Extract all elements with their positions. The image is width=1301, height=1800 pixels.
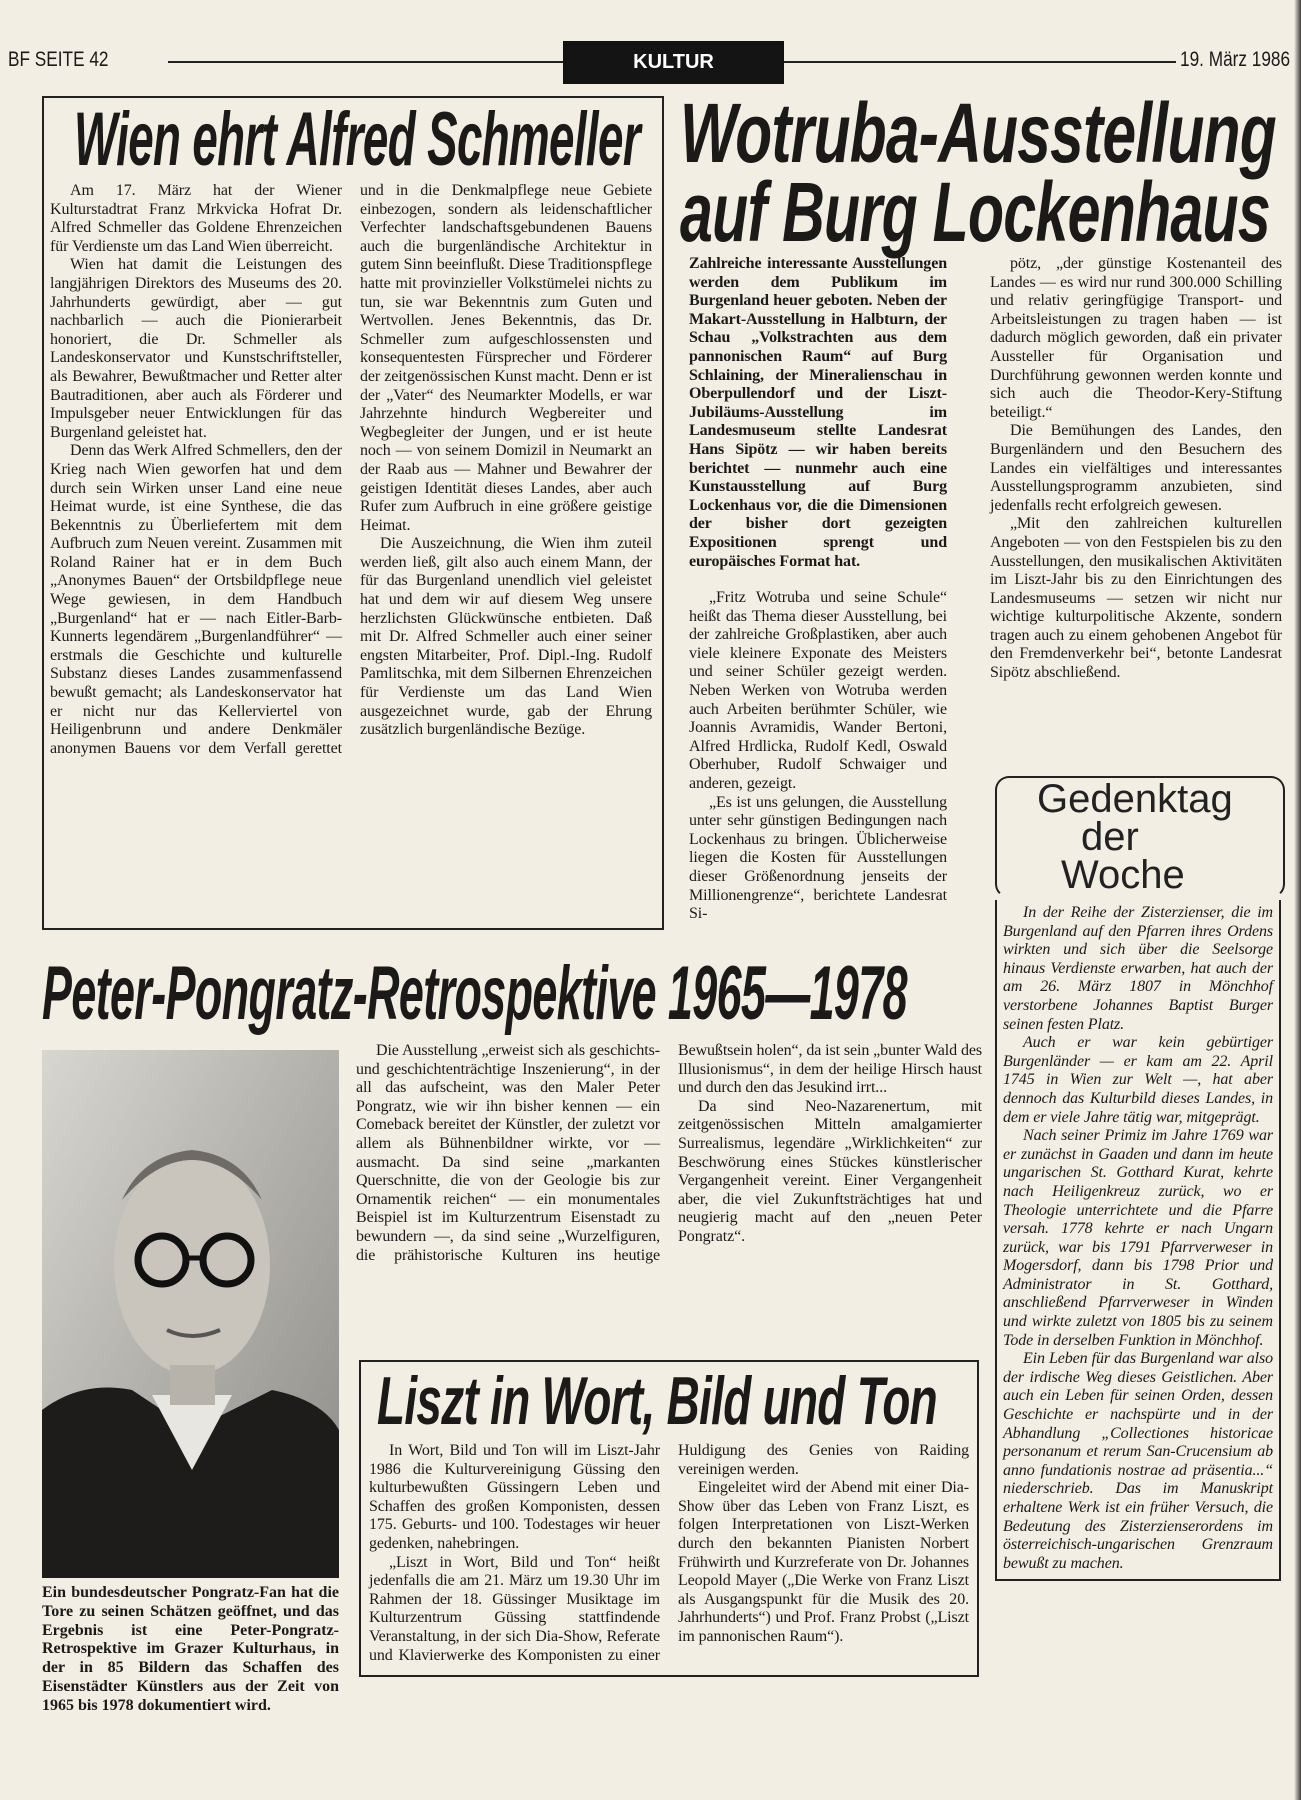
gedenktag-title-area [995, 776, 1295, 900]
paragraph: „Mit den zahlreichen kulturellen Angeboten — von den Festspielen bis zu den Ausstellungen, den musikalischen Aktivitäten im Liszt-Jahr bis zu den Einrichtungen des Landesmuseums — setzen wir nicht nur wichtige kulturpolitische Akzente, sondern tragen auch zu einem gehobenen Angebot für den Fremdenverkehr bei“, betonte Landesrat Sipötz abschließend. [990, 515, 1282, 682]
gedenktag-title-2: der [1081, 815, 1139, 859]
lead-paragraph: Zahlreiche interessante Ausstellungen werden dem Publikum im Burgenland heuer geboten. Neben der Makart-Ausstellung in Halbturn, der Schau „Volkstrachten aus dem pannonischen Raum“ auf Burg Schlaining, der Mineralienschau in Oberpullendorf und der Liszt-Jubiläums-Ausstellung im Landesmuseum stellte Landesrat Hans Sipötz — wir haben bereits berichtet — nunmehr auch eine Kunstausstellung auf Burg Lockenhaus vor, die die Dimensionen der bisher dort gezeigten Expositionen sprengt und europäisches Format hat. [689, 255, 947, 570]
article-wien-body [50, 182, 652, 758]
article-liszt-body [369, 1442, 969, 1665]
paragraph: „Fritz Wotruba und seine Schule“ heißt das Thema dieser Ausstellung, bei der zahlreiche Großplastiken, aber auch viele kleinere Exponate des Meisters und seiner Schüler gezeigt werden. Neben Werken von Wotruba werden auch Arbeiten berühmter Schüler, wie Joannis Avramidis, Wander Bertoni, Alfred Hrdlicka, Rudolf Kedl, Oswald Oberhuber, Rudolf Schwaiger und anderen, gezeigt. [689, 589, 947, 793]
section-label: KULTUR [563, 41, 784, 84]
paragraph: Die Ausstellung „erweist sich als geschichts- und geschichtenträchtige Inszenierung“, in der all das aufscheint, was den Maler Peter Pongratz, wie wir ihn bisher kennen — ein Comeback bereitet der Künstler, der zuletzt vor allem als Bühnenbildner wirkte, vor — ausmacht. Da sind seine „markanten Querschnitte, die von der Geologie bis zur Ornamentik reichen“ — ein monumentales Beispiel ist im Kulturzentrum Eisenstadt zu bewundern —, da sind seine „Wurzelfiguren, die prähistorische Kulturen ins heutige Bewußtsein holen“, da ist sein „bunter Wald des Illusionismus“, in dem der heilige Hirsch haust und durch den das Jesukind irrt... [356, 1042, 982, 1264]
paragraph: Am 17. März hat der Wiener Kulturstadtrat Franz Mrkvicka Hofrat Dr. Alfred Schmeller das Goldene Ehrenzeichen für Verdienste um das Land Wien überreicht. [50, 182, 342, 255]
portrait-photo [42, 1050, 339, 1578]
paragraph: In Wort, Bild und Ton will im Liszt-Jahr 1986 die Kulturvereinigung Güssing den kulturbewußten Güssingern Leben und Schaffen des großen Komponisten, dessen 175. Geburts- und 100. Todestages wir heuer gedenken, nahebringen. [369, 1442, 660, 1552]
paragraph: Eingeleitet wird der Abend mit einer Dia-Show über das Leben von Franz Liszt, es folgen Interpretationen von Liszt-Werken durch den bekannten Pianisten Norbert Frühwirth und Kurzreferate von Dr. Johannes Leopold Mayer („Die Werke von Franz Liszt als Ausgangspunkt für die Musik des 20. Jahrhunderts“) und Prof. Franz Probst („Liszt im pannonischen Raum“). [678, 1479, 969, 1645]
headline-text: Peter-Pongratz-Retrospektive 1965—1978 [42, 951, 908, 1036]
paragraph: „Es ist uns gelungen, die Ausstellung unter sehr günstigen Bedingungen nach Lockenhaus zu bringen. Üblicherweise liegen die Kosten für Ausstellungen dieser Größenordnung jenseits der Millionengrenze“, berichtete Landesrat Si- [689, 793, 947, 923]
gedenktag-title-3: Woche [1061, 853, 1185, 897]
paragraph: Nach seiner Primiz im Jahre 1769 war er zunächst in Gaaden und dann im heute ungarischen St. Gotthard Kurat, kehrte nach Heiligenkreuz zurück, wo er Theologie unterrichtete und die Pfarre versah. 1778 kehrte er nach Ungarn zurück, war bis 1791 Pfarrverweser in Mogersdorf, dann bis 1798 Prior und Administrator in St. Gotthard, anschließend Pfarrverweser in Winden und wirkte zuletzt von 1805 bis zu seinem Tode in derselben Funktion in Mönchhof. [1003, 1127, 1273, 1349]
header-rule-left [168, 61, 563, 63]
paragraph: Da sind Neo-Nazarenertum, mit zeitgenössischen Mitteln amalgamierter Surrealismus, legendäre „Wirklichkeiten“ zur Beschwörung eines Stückes künstlerischer Vergangenheit vereint. Einer Vergangenheit aber, die viel Zukunftsträchtiges hat und neugierig macht auf den „neuen Peter Pongratz“. [678, 1097, 982, 1245]
gedenktag-body [1003, 904, 1273, 1573]
headline-text: auf Burg Lockenhaus [680, 165, 1270, 259]
article-wien-headline [74, 97, 640, 182]
article-wotruba-headline-2 [680, 165, 1270, 259]
paragraph: „Liszt in Wort, Bild und Ton“ heißt jedenfalls die am 21. März um 19.30 Uhr im Rahmen der 18. Güssinger Musiktage im Kulturzentrum Güssing stattfindende Veranstaltung, in der sich Dia-Show, Referate und Klavierwerke des Komponisten zu einer Huldigung des Genies von Raiding vereinigen werden. [369, 1442, 969, 1664]
article-wotruba-headline-1 [680, 86, 1276, 180]
paragraph: Wien hat damit die Leistungen des langjährigen Direktors des Museums des 20. Jahrhunderts gewürdigt, aber — gut nachbarlich — auch die Pionierarbeit honoriert, die Dr. Schmeller als Landeskonservator und Kunstschriftsteller, als Bewahrer, Bewußtmacher und Retter alter Bautraditionen, aber auch als Förderer und Impulsgeber neuer Entwicklungen für das Burgenland geleistet hat. [50, 256, 342, 441]
issue-date: 19. März 1986 [1180, 48, 1291, 71]
headline-text: Wien ehrt Alfred Schmeller [74, 97, 640, 182]
paragraph: Denn das Werk Alfred Schmellers, den der Krieg nach Wien geworfen hat und dem durch sein Wirken unser Land eine neue Heimat wurde, ist eine Synthese, die das Bekenntnis zu Überliefertem mit dem Aufbruch zum Neuen vereint. Zusammen mit Roland Rainer hat er in dem Buch „Anonymes Bauen“ der Ortsbildpflege neue Wege gewiesen, in dem Handbuch „Burgenland“ hat er — nach Eitler-Barb-Kunnerts legendärem „Burgenlandführer“ — erstmals die Geschichte und kulturelle Substanz dieses Landes zusammenfassend bewußt gemacht; als Landeskonservator hat er nicht nur das Kellerviertel von Heiligenbrunn und andere Denkmäler anonymen Bauens vor dem Verfall gerettet und in die Denkmalpflege neue Gebiete einbezogen, sondern als leidenschaftlicher Verfechter landschaftsgebundenen Bauens auch die burgenländische Architektur in gutem Sinn beeinflußt. Diese Traditionspflege hatte mit provinzieller Volkstümelei nichts zu tun, sie war Bekenntnis zum Guten und Wertvollen. Jenes Bekenntnis, das Dr. Schmeller zum aufgeschlossensten und konsequentesten Fürsprecher und Förderer der zeitgenössischen Kunst macht. Denn er ist der „Vater“ des Neumarkter Modells, er war Jahrzehnte hindurch Wegbereiter und Wegbegleiter der Jungen, und er ist heute noch — von seinem Domizil in Neumarkt an der Raab aus — Mahner und Bewahrer der geistigen Identität dieses Landes, aber auch Rufer zum Aufbruch in eine größere geistige Heimat. [50, 182, 652, 757]
paragraph: Ein Leben für das Burgenland war also der irdische Weg dieses Geistlichen. Aber auch ein Leben für seinen Orden, dessen Geschichte er nachspürte und in der Abhandlung „Collectiones historicae personanum et rerum San-Crucensium ab anno fundationis nostrae ad präsentia...“ niederschrieb. Das im Manuskript erhaltene Werk ist ein früher Versuch, die Bedeutung des Zisterzienserordens im österreichisch-ungarischen Grenzraum bewußt zu machen. [1003, 1350, 1273, 1572]
header-rule-right [784, 61, 1176, 63]
headline-text: Liszt in Wort, Bild und Ton [377, 1363, 937, 1439]
paragraph: Die Auszeichnung, die Wien ihm zuteil werden ließ, gilt also auch einem Mann, der für das Burgenland unendlich viel geleistet hat und dem wir auf diesem Weg unsere herzlichsten Glückwünsche entbieten. Daß mit Dr. Alfred Schmeller auch einer seiner engsten Mitarbeiter, Prof. Dipl.-Ing. Rudolf Pamlitschka, mit dem Silbernen Ehrenzeichen für Verdienste um das Land Wien ausgezeichnet wurde, gab der Ehrung zusätzlich burgenländische Bezüge. [360, 535, 652, 739]
article-pongratz-headline [42, 951, 908, 1036]
article-pongratz-body [356, 1042, 982, 1265]
page-number: BF SEITE 42 [8, 48, 109, 71]
article-liszt-headline [377, 1363, 937, 1439]
article-wotruba-col2 [990, 255, 1282, 683]
article-liszt-box [359, 1360, 979, 1677]
paragraph: Auch er war kein gebürtiger Burgenländer — er kam am 22. April 1745 in Wien zur Welt —, hat aber dennoch das Kulturbild dieses Landes, in dem er viele Jahre tätig war, mitgeprägt. [1003, 1034, 1273, 1126]
photo-caption: Ein bundesdeutscher Pongratz-Fan hat die Tore zu seinen Schätzen geöffnet, und das Ergebnis ist eine Peter-Pongratz-Retrospektive im Grazer Kulturhaus, in der in 85 Bildern das Schaffen des Eisenstädter Künstlers aus der Zeit von 1965 bis 1978 dokumentiert wird. [42, 1584, 339, 1714]
gedenktag-box [995, 900, 1281, 1581]
paragraph: pötz, „der günstige Kostenanteil des Landes — es wird nur rund 300.000 Schilling und relativ geringfügige Transport- und Arbeitsleistungen zu tragen haben — ist dadurch möglich geworden, daß ein privater Aussteller für Organisation und Durchführung gewonnen werden konnte und sich auch die Theodor-Kery-Stiftung beteiligt.“ [990, 255, 1282, 421]
paragraph: Die Bemühungen des Landes, den Burgenländern und den Besuchern des Landes ein vielfältiges und interessantes Ausstellungsprogramm anzubieten, sind jedenfalls recht erfolgreich gewesen. [990, 422, 1282, 514]
page-binding-shadow [1294, 0, 1301, 1800]
article-wotruba-col1 [689, 255, 947, 924]
headline-text: Wotruba-Ausstellung [680, 86, 1276, 180]
gedenktag-title-1: Gedenktag [1037, 777, 1233, 821]
paragraph: In der Reihe der Zisterzienser, die im Burgenland auf den Pfarren ihres Ordens wirkten und sich über die Seelsorge hinaus Verdienste erwarben, hat auch der am 26. März 1807 in Mönchhof verstorbene Johannes Baptist Burger seinen festen Platz. [1003, 904, 1273, 1033]
